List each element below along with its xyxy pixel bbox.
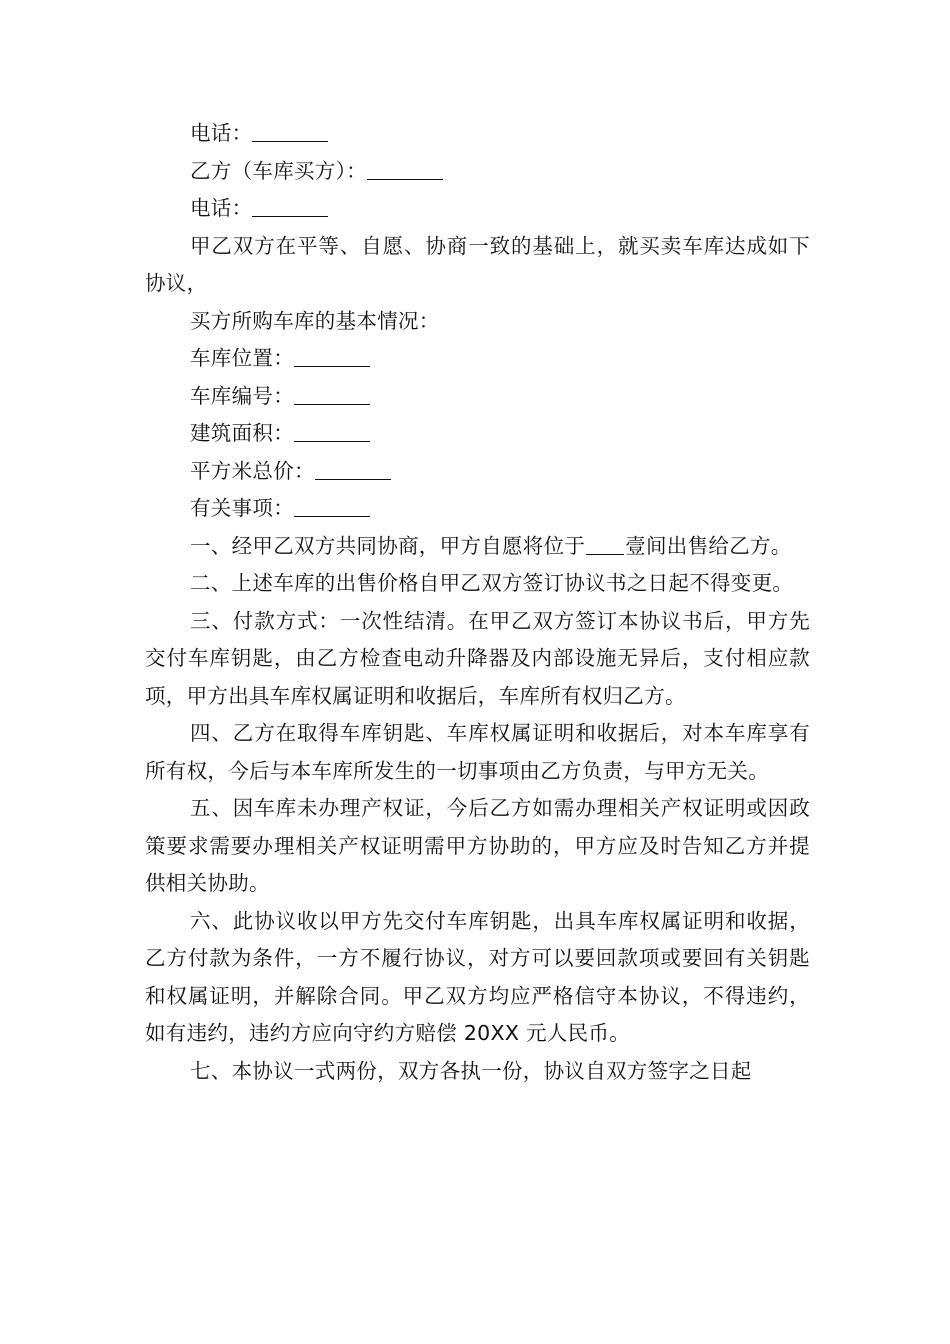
clause-7: 七、本协议一式两份，双方各执一份，协议自双方签字之日起 [190,1058,752,1083]
clause-5: 五、因车库未办理产权证，今后乙方如需办理相关产权证明或因政策要求需要办理相关产权证明需甲方协助的，甲方应及时告知乙方并提供相关协助。 [145,796,810,895]
buyer-name-field [145,153,810,191]
field-label: 乙方（车库买方）： [190,158,367,183]
field-label: 车库编号： [190,383,294,408]
field-label: 建筑面积： [190,421,294,445]
clause-2: 二、上述车库的出售价格自甲乙双方签订协议书之日起不得变更。 [190,571,794,595]
field-label: 车库位置： [190,346,294,370]
document-body [145,115,810,1090]
blank-line [294,419,370,442]
seller-phone-field [145,115,810,153]
clause-6: 六、此协议收以甲方先交付车库钥匙，出具车库权属证明和收据，乙方付款为条件，一方不履行协议，对方可以要回款项或要回有关钥匙和权属证明，并解除合同。甲乙双方均应严格信守本协议，不得违约，如有违约，违约方应向守约方赔偿 20XX 元人民币。 [145,908,810,1045]
field-label: 平方米总价： [190,458,315,483]
buyer-phone-field [145,190,810,228]
field-label: 有关事项： [190,496,294,520]
garage-location-field [145,340,810,378]
blank-line [252,194,328,217]
blank-line [294,382,370,405]
clause-1 [145,528,810,566]
intro-paragraph: 甲乙双方在平等、自愿、协商一致的基础上，就买卖车库达成如下协议， [145,233,810,295]
related-matters-field [145,490,810,528]
blank-line [294,344,370,367]
clause-4: 四、乙方在取得车库钥匙、车库权属证明和收据后，对本车库享有所有权，今后与本车库所发生的一切事项由乙方负责，与甲方无关。 [145,721,810,783]
clause-1-text-before: 一、经甲乙双方共同协商，甲方自愿将位于 [190,533,586,558]
floor-area-field [145,415,810,453]
clause-1-text-after: 壹间出售给乙方。 [625,533,792,558]
blank-line [586,532,624,555]
clause-3: 三、付款方式：一次性结清。在甲乙双方签订本协议书后，甲方先交付车库钥匙，由乙方检查电动升降器及内部设施无异后，支付相应款项，甲方出具车库权属证明和收据后，车库所有权归乙方。 [145,608,810,708]
total-price-field [145,453,810,491]
blank-line [315,457,391,480]
blank-line [367,157,443,180]
garage-number-field [145,378,810,416]
basic-info-heading: 买方所购车库的基本情况： [190,308,440,333]
field-label: 电话： [190,121,253,145]
blank-line [294,494,370,517]
blank-line [252,119,328,142]
field-label: 电话： [190,196,253,220]
